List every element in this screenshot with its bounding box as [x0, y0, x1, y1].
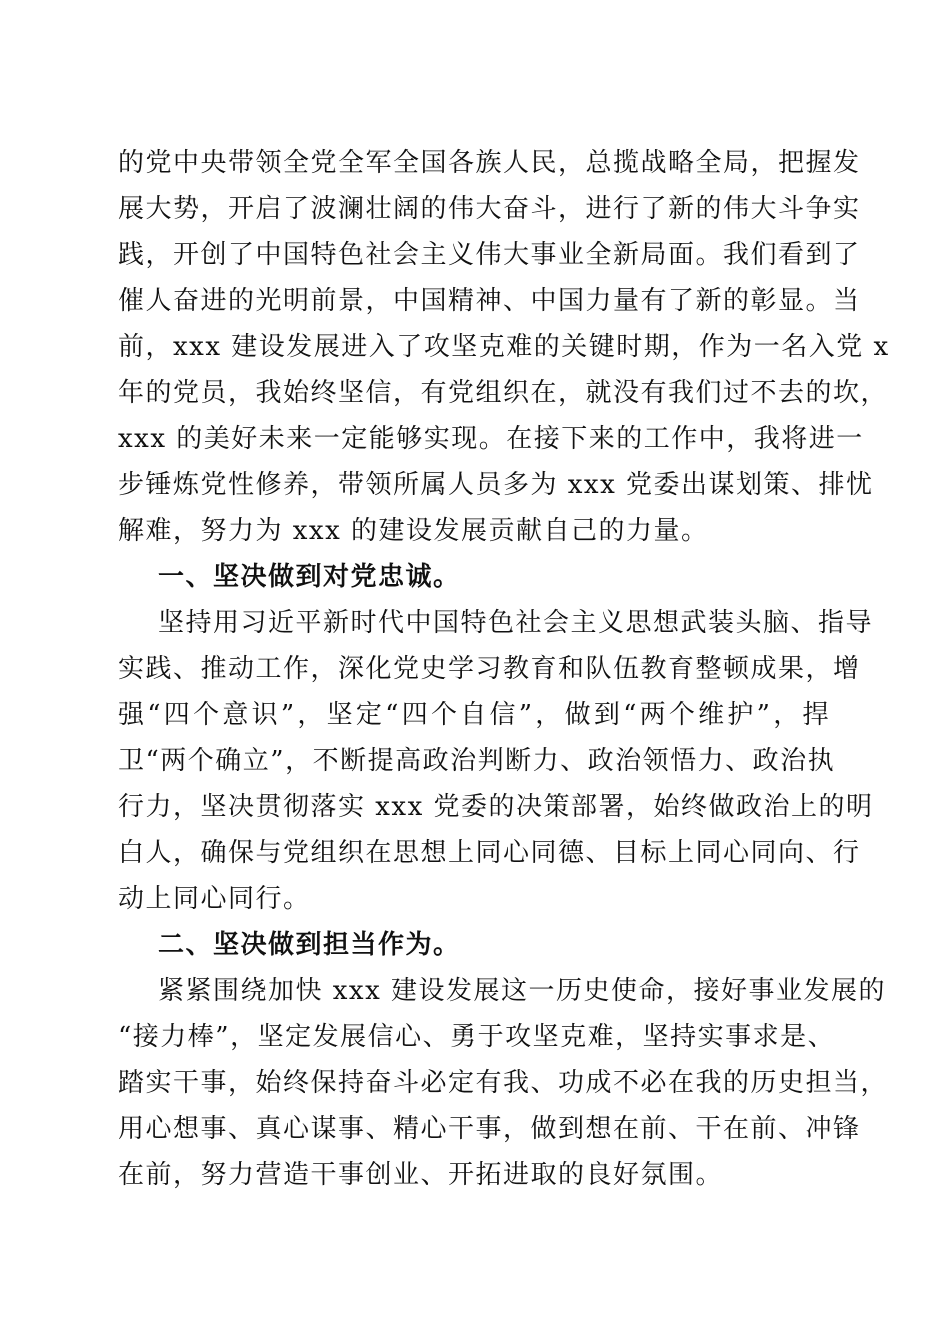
text-line: 坚持用习近平新时代中国特色社会主义思想武装头脑、指导: [158, 608, 874, 638]
text-line: 紧紧围绕加快 xxx 建设发展这一历史使命，接好事业发展的: [158, 976, 887, 1006]
intro-paragraph: [118, 140, 890, 554]
text-line: 解难，努力为 xxx 的建设发展贡献自己的力量。: [118, 516, 709, 546]
text-line: 在前，努力营造干事创业、开拓进取的良好氛围。: [118, 1160, 724, 1190]
text-line: 用心想事、真心谋事、精心干事，做到想在前、干在前、冲锋: [118, 1114, 861, 1144]
text-line: xxx 的美好未来一定能够实现。在接下来的工作中，我将进一: [118, 424, 864, 454]
section-2-paragraph: [118, 968, 889, 1198]
text-line: 步锤炼党性修养，带领所属人员多为 xxx 党委出谋划策、排忧: [118, 470, 874, 500]
text-line: “接力棒”，坚定发展信心、勇于攻坚克难，坚持实事求是、: [118, 1022, 836, 1052]
text-line: 动上同心同行。: [118, 884, 311, 914]
text-line: 前，xxx 建设发展进入了攻坚克难的关键时期，作为一名入党 x: [118, 332, 890, 362]
document-body: [118, 140, 890, 1198]
text-line: 催人奋进的光明前景，中国精神、中国力量有了新的彰显。当: [118, 286, 861, 316]
text-line: 年的党员，我始终坚信，有党组织在，就没有我们过不去的坎，: [118, 378, 889, 408]
text-line: 践，开创了中国特色社会主义伟大事业全新局面。我们看到了: [118, 240, 861, 270]
text-line: 展大势，开启了波澜壮阔的伟大奋斗，进行了新的伟大斗争实: [118, 194, 861, 224]
section-heading-2: 二、坚决做到担当作为。: [158, 930, 461, 960]
text-line: 实践、推动工作，深化党史学习教育和队伍教育整顿成果，增: [118, 654, 861, 684]
section-1-paragraph: [118, 600, 874, 922]
text-line: 强“四个意识”，坚定“四个自信”，做到“两个维护”，捍: [118, 700, 830, 730]
text-line: 卫“两个确立”，不断提高政治判断力、政治领悟力、政治执: [118, 746, 836, 776]
section-heading-1: 一、坚决做到对党忠诚。: [158, 562, 461, 592]
text-line: 踏实干事，始终保持奋斗必定有我、功成不必在我的历史担当，: [118, 1068, 889, 1098]
text-line: 行力，坚决贯彻落实 xxx 党委的决策部署，始终做政治上的明: [118, 792, 874, 822]
text-line: 白人，确保与党组织在思想上同心同德、目标上同心同向、行: [118, 838, 861, 868]
text-line: 的党中央带领全党全军全国各族人民，总揽战略全局，把握发: [118, 148, 861, 178]
